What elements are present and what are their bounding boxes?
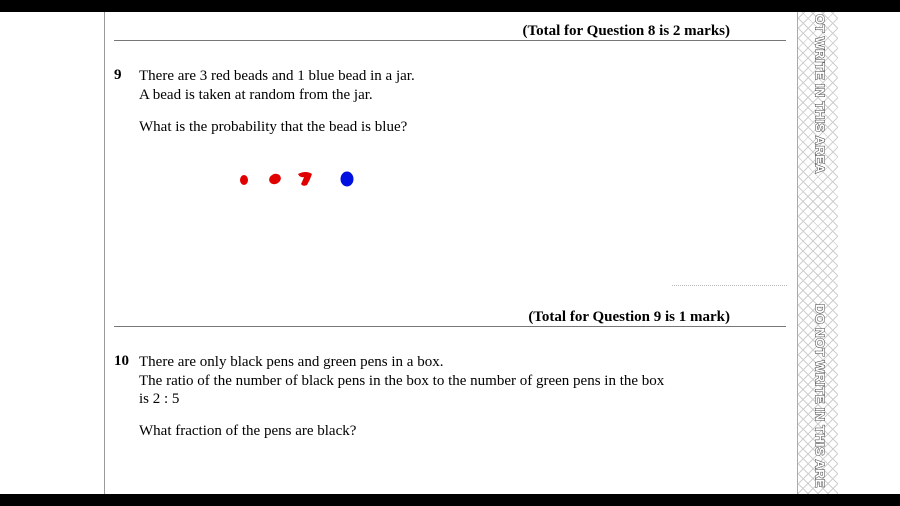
red-bead-3 (298, 172, 312, 186)
q10-line-3: is 2 : 5 (139, 391, 180, 407)
q9-number: 9 (114, 67, 122, 83)
q8-total-marks: (Total for Question 8 is 2 marks) (522, 23, 730, 39)
margin-warning-bottom: DO NOT WRITE IN THIS ARE (812, 304, 828, 488)
margin-warning-top: OT WRITE IN THIS AREA (812, 14, 828, 174)
q9-line-1: There are 3 red beads and 1 blue bead in a jar. (139, 68, 415, 84)
red-bead-2 (267, 172, 282, 186)
q8-divider (114, 40, 786, 41)
q10-line-2: The ratio of the number of black pens in the box to the number of green pens in the box (139, 372, 665, 389)
q9-total-marks: (Total for Question 9 is 1 mark) (528, 309, 730, 325)
q10-number: 10 (114, 353, 129, 369)
q9-answer-line[interactable] (672, 285, 787, 286)
handwritten-beads-drawing (230, 167, 370, 207)
blue-bead (341, 172, 354, 187)
left-margin-line (104, 12, 105, 494)
q10-question: What fraction of the pens are black? (139, 423, 357, 439)
q9-divider (114, 326, 786, 327)
q10-line-1: There are only black pens and green pens in a box. (139, 354, 444, 370)
q9-line-2: A bead is taken at random from the jar. (139, 86, 373, 103)
q9-question: What is the probability that the bead is blue? (139, 119, 408, 135)
red-bead-1 (240, 175, 248, 185)
exam-page (0, 12, 900, 494)
